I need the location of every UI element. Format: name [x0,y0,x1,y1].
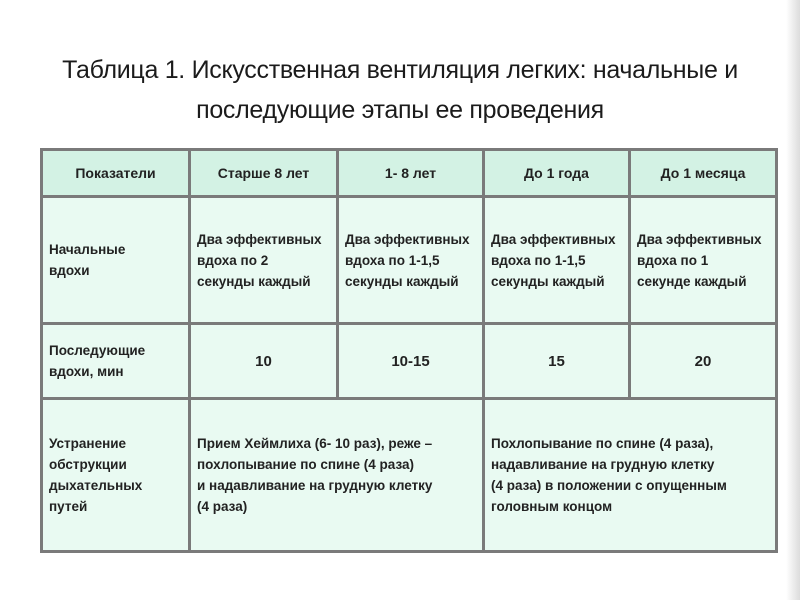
row-label-initial-breaths: Начальные вдохи [42,197,190,324]
table-header-row [42,150,777,197]
slide-edge-shadow [786,0,800,600]
header-cell-under-1-month: До 1 месяца [630,150,777,197]
table-row-airway-obstruction [42,399,777,552]
table-cell: 10-15 [338,324,484,399]
page-title: Таблица 1. Искусственная вентиляция легких: начальные и последующие этапы ее проведения [62,56,738,124]
header-cell-1-8: 1- 8 лет [338,150,484,197]
table-cell: 10 [190,324,338,399]
header-cell-under-1-year: До 1 года [484,150,630,197]
table-row-subsequent-breaths [42,324,777,399]
header-cell-over-8: Старше 8 лет [190,150,338,197]
table-cell: Два эффективных вдоха по 1-1,5 секунды каждый [338,197,484,324]
header-cell-indicators: Показатели [42,150,190,197]
table-cell-merged: Похлопывание по спине (4 раза), надавливание на грудную клетку (4 раза) в положении с опущенным головным концом [484,399,777,552]
ventilation-table [40,148,778,553]
table-cell: 15 [484,324,630,399]
row-label-airway-obstruction: Устранение обструкции дыхательных путей [42,399,190,552]
table-cell: Два эффективных вдоха по 2 секунды каждый [190,197,338,324]
table-row-initial-breaths [42,197,777,324]
row-label-subsequent-breaths: Последующие вдохи, мин [42,324,190,399]
table-cell: 20 [630,324,777,399]
table-cell-merged: Прием Хеймлиха (6- 10 раз), реже – похлопывание по спине (4 раза) и надавливание на грудную клетку (4 раза) [190,399,484,552]
table-cell: Два эффективных вдоха по 1-1,5 секунды каждый [484,197,630,324]
table-cell: Два эффективных вдоха по 1 секунде каждый [630,197,777,324]
